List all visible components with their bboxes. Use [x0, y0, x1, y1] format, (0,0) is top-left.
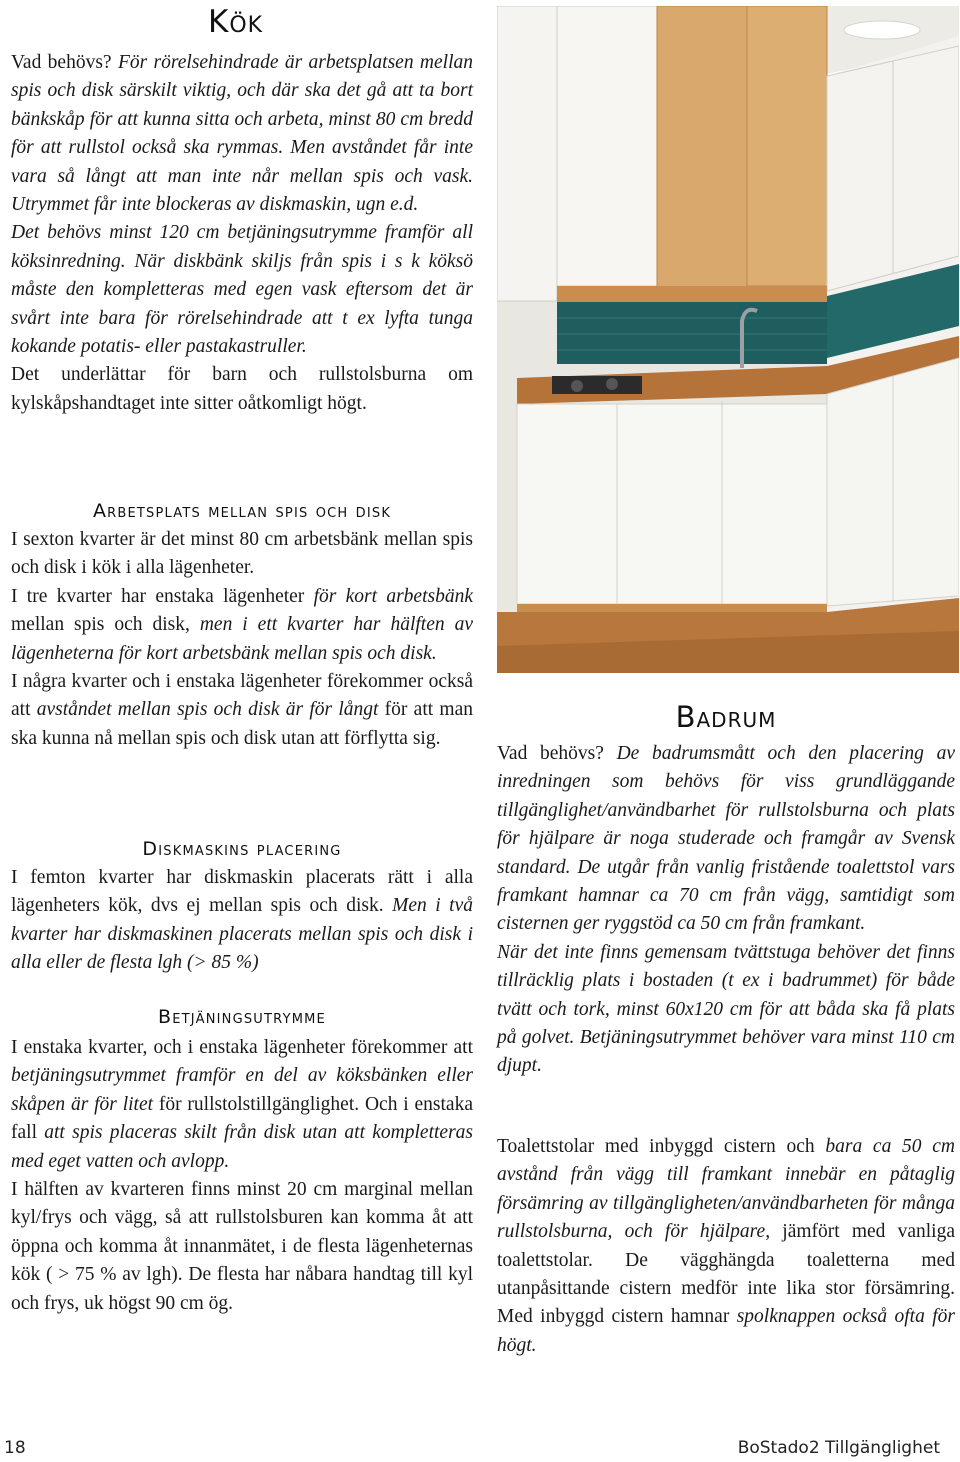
betjaning-paragraph-2 — [11, 1176, 473, 1318]
badrum-body-2 — [497, 1133, 955, 1360]
text-run: I några kvarter och i enstaka lägenheter förekommer också att — [11, 671, 473, 721]
text-run: I hälften av kvarteren finns minst 20 cm marginal mellan kyl/frys och vägg, så att rullstolsburen kan komma åt att öppna och komma åt innanmätet, i de flesta lägenheternas kök ( > 75 % av lgh). De flesta har nåbara handtag till kyl och frys, uk högst 90 cm ög. — [11, 1179, 473, 1314]
section-title-kok: Kök — [208, 4, 264, 40]
arbetsplats-paragraph-1 — [11, 526, 473, 583]
text-run: för att man ska kunna nå mellan spis och disk utan att förflytta sig. — [11, 699, 473, 749]
text-run: spolknappen också ofta för högt. — [497, 1306, 955, 1356]
text-run: bara ca 50 cm avstånd från vägg till framkant innebär en påtaglig försämring av tillgängligheten/användbarheten för många rullstolsburna, och för hjälpare, — [497, 1136, 955, 1243]
kok-paragraph-1 — [11, 49, 473, 219]
section-title-diskmaskin: Diskmaskins placering — [142, 838, 342, 860]
kok-body — [11, 49, 473, 418]
badrum-paragraph-2 — [497, 939, 955, 1081]
text-run: I femton kvarter har diskmaskin placerats rätt i alla lägenheters kök, dvs ej mellan spis och disk. — [11, 867, 473, 917]
diskmaskin-paragraph-1 — [11, 864, 473, 978]
text-run: Det underlättar för barn och rullstolsburna om kylskåpshandtaget inte sitter oåtkomligt högt. — [11, 364, 473, 414]
text-run: Toalettstolar med inbyggd cistern och — [497, 1136, 826, 1157]
text-run: betjäningsutrymmet framför en del av köksbänken eller skåpen är för litet — [11, 1065, 473, 1115]
text-run: för kort arbetsbänk — [313, 585, 473, 607]
publication-name: BoStado2 Tillgänglighet — [737, 1438, 940, 1458]
text-run: Vad behövs? — [11, 52, 118, 73]
section-title-arbetsplats: Arbetsplats mellan spis och disk — [92, 500, 392, 522]
text-run: för rullstolstillgänglighet. Och i enstaka fall — [11, 1093, 473, 1144]
section-title-betjaning: Betjäningsutrymme — [158, 1006, 326, 1028]
kok-paragraph-3 — [11, 361, 473, 418]
badrum-body — [497, 740, 955, 1081]
text-run: När det inte finns gemensam tvättstuga behöver det finns tillräcklig plats i bostaden (t ex i badrummet) för både tvätt och tork, minst 60x120 cm för att båda ska få plats på golvet. Betjäningsutrymmet behöver vara minst 110 cm djupt. — [497, 941, 955, 1077]
text-run: Vad behövs? — [497, 743, 617, 764]
text-run: avståndet mellan spis och disk är för långt — [36, 699, 379, 721]
text-run: att spis placeras skilt från disk utan att kompletteras med eget vatten och avlopp. — [11, 1122, 473, 1172]
text-run: men i ett kvarter har hälften av lägenheterna för kort arbetsbänk mellan spis och disk. — [11, 614, 473, 664]
text-run: I sexton kvarter är det minst 80 cm arbetsbänk mellan spis och disk i kök i alla lägenheter. — [11, 529, 473, 579]
arbetsplats-section — [11, 500, 473, 753]
arbetsplats-paragraph-2 — [11, 583, 473, 668]
text-run: Det behövs minst 120 cm betjäningsutrymme framför all köksinredning. När diskbänk skiljs från spis i s k köksö måste den kompletteras med egen vask eftersom det är svårt inte bara för rörelsehindrade att t ex lyfta tunga kokande potatis- eller pastakastruller. — [11, 222, 473, 358]
betjaning-paragraph-1 — [11, 1034, 473, 1176]
betjaning-section — [11, 1006, 473, 1318]
badrum-paragraph-3 — [497, 1133, 955, 1360]
kitchen-photo — [497, 6, 959, 673]
text-run: jämfört med vanliga toalettstolar. De vägghängda toaletterna med utanpåsittande cistern medför inte lika stor försämring. Med inbyggd cistern hamnar — [497, 1221, 955, 1328]
text-run: I tre kvarter har enstaka lägenheter — [11, 585, 314, 607]
page-number: 18 — [4, 1438, 26, 1458]
text-run: I enstaka kvarter, och i enstaka lägenheter förekommer att — [11, 1037, 473, 1058]
text-run: De badrumsmått och den placering av inredningen som behövs för viss grundläggande tillgänglighet/användbarhet för rullstolsburna och plats för hjälpare är noga studerade och framgår av Svensk standard. De utgår från vanlig fristående toalettstol vars framkant hamnar ca 70 cm från vägg, samtidigt som cisternen ger ryggstöd ca 50 cm från framkant. — [497, 743, 955, 935]
text-run: mellan spis och disk, — [11, 614, 200, 636]
badrum-paragraph-1 — [497, 740, 955, 939]
kok-paragraph-2 — [11, 219, 473, 361]
arbetsplats-paragraph-3 — [11, 668, 473, 753]
diskmaskin-section — [11, 838, 473, 978]
text-run: För rörelsehindrade är arbetsplatsen mellan spis och disk särskilt viktig, och där ska det gå att ta bort bänkskåp för att kunna sitta och arbeta, minst 80 cm bredd för att rullstol också ska rymmas. Men avståndet får inte vara så långt att man inte når mellan spis och vask. Utrymmet får inte blockeras av diskmaskin, ugn e.d. — [11, 52, 474, 216]
section-title-badrum: Badrum — [675, 700, 777, 734]
text-run: Men i två kvarter har diskmaskinen placerats mellan spis och disk i alla eller de flesta lgh (> 85 %) — [11, 895, 473, 974]
